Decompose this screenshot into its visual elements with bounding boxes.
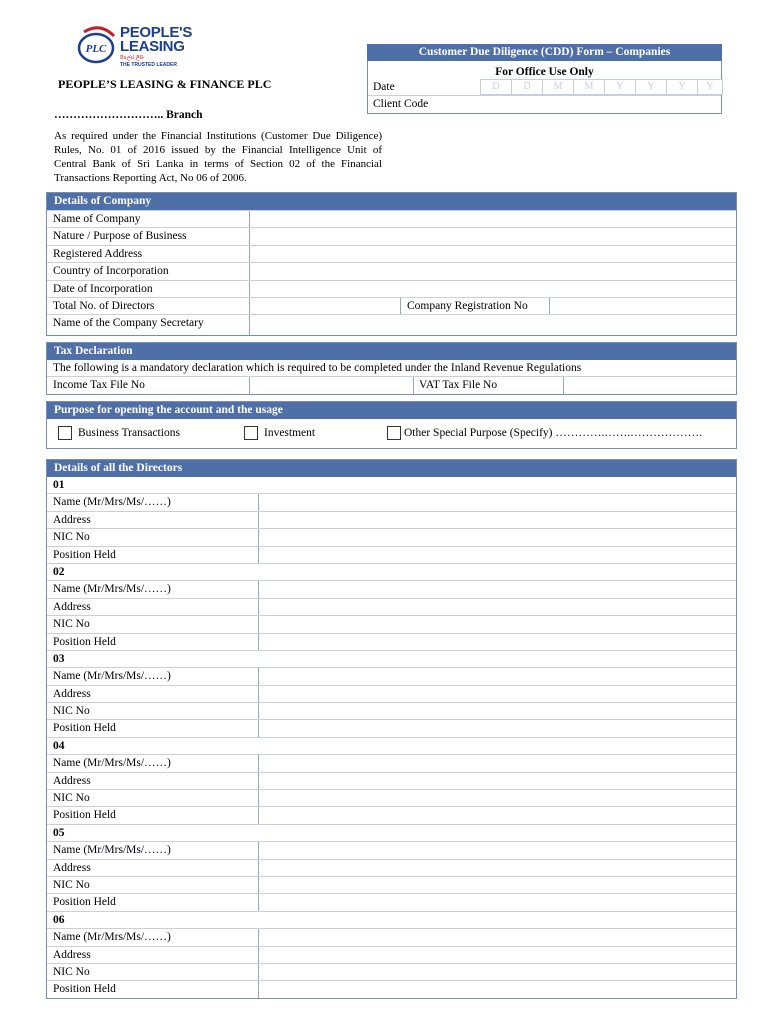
intro-line: Transactions Reporting Act, No 06 of 2006. xyxy=(54,172,247,184)
office-use-label: For Office Use Only xyxy=(495,66,594,78)
other-purpose-checkbox[interactable] xyxy=(387,426,401,440)
director-number-row xyxy=(47,737,736,754)
director-field-label: Position Held xyxy=(53,983,116,996)
date-cell-d1[interactable]: D xyxy=(480,79,512,95)
company-logo xyxy=(76,24,206,70)
director-field-row[interactable] xyxy=(47,754,736,771)
date-cell-y3[interactable]: Y xyxy=(666,79,698,95)
vat-label: VAT Tax File No xyxy=(419,379,498,392)
director-field-row[interactable] xyxy=(47,859,736,876)
director-field-label: NIC No xyxy=(53,792,90,805)
director-field-row[interactable] xyxy=(47,946,736,963)
company-name: PEOPLE’S LEASING & FINANCE PLC xyxy=(58,77,272,91)
reg-no-label: Company Registration No xyxy=(407,299,528,312)
director-field-row[interactable] xyxy=(47,667,736,684)
director-field-row[interactable] xyxy=(47,580,736,597)
logo-sinhala: පීපල්ස් ලීසිං xyxy=(120,55,145,61)
director-number-row xyxy=(47,477,736,493)
director-field-row[interactable] xyxy=(47,598,736,615)
director-field-label: Name (Mr/Mrs/Ms/……) xyxy=(53,496,171,509)
company-row-nature[interactable] xyxy=(47,227,736,244)
date-cell-m2[interactable]: M xyxy=(573,79,605,95)
other-purpose-label: Other Special Purpose (Specify) ………….…….………………. xyxy=(404,427,703,439)
investment-label: Investment xyxy=(264,427,316,439)
date-label: Date xyxy=(373,81,395,93)
director-field-label: NIC No xyxy=(53,618,90,631)
director-field-row[interactable] xyxy=(47,928,736,945)
director-number: 04 xyxy=(53,739,65,752)
company-row-country[interactable] xyxy=(47,262,736,279)
director-number-row xyxy=(47,563,736,580)
tax-note: The following is a mandatory declaration which is required to be completed under the Inland Revenue Regulations xyxy=(53,362,582,374)
client-code-label: Client Code xyxy=(373,98,429,110)
director-field-row[interactable] xyxy=(47,719,736,736)
address-label: Registered Address xyxy=(53,247,143,260)
purpose-section xyxy=(46,401,737,449)
company-row-directors[interactable] xyxy=(47,297,736,314)
director-number: 05 xyxy=(53,826,65,839)
director-field-row[interactable] xyxy=(47,685,736,702)
tax-section xyxy=(46,342,737,395)
director-field-row[interactable] xyxy=(47,615,736,632)
director-field-row[interactable] xyxy=(47,772,736,789)
logo-emblem-icon xyxy=(76,26,118,66)
directors-section xyxy=(46,459,737,999)
director-number: 02 xyxy=(53,565,65,578)
intro-line: Central Bank of Sri Lanka in terms of Section 02 of the Financial xyxy=(54,158,382,170)
director-field-label: Name (Mr/Mrs/Ms/……) xyxy=(53,844,171,857)
director-field-row[interactable] xyxy=(47,789,736,806)
date-cell-m1[interactable]: M xyxy=(542,79,574,95)
secretary-label: Name of the Company Secretary xyxy=(53,317,204,330)
director-field-row[interactable] xyxy=(47,702,736,719)
company-row-address[interactable] xyxy=(47,245,736,262)
director-field-row[interactable] xyxy=(47,493,736,510)
director-field-label: Address xyxy=(53,948,91,961)
date-cell-y1[interactable]: Y xyxy=(604,79,636,95)
company-details-header: Details of Company xyxy=(47,193,736,210)
director-field-label: Name (Mr/Mrs/Ms/……) xyxy=(53,757,171,770)
purpose-header: Purpose for opening the account and the usage xyxy=(47,402,736,419)
intro-text xyxy=(54,129,382,185)
date-cell-d2[interactable]: D xyxy=(511,79,543,95)
director-field-label: Position Held xyxy=(53,722,116,735)
investment-checkbox[interactable] xyxy=(244,426,258,440)
logo-badge: PLC xyxy=(85,43,107,55)
director-field-label: NIC No xyxy=(53,531,90,544)
director-field-label: Position Held xyxy=(53,896,116,909)
tax-file-row[interactable] xyxy=(47,376,736,393)
director-field-label: Address xyxy=(53,861,91,874)
director-field-row[interactable] xyxy=(47,806,736,823)
logo-line2: LEASING xyxy=(120,38,185,55)
director-field-label: Position Held xyxy=(53,548,116,561)
director-field-label: NIC No xyxy=(53,705,90,718)
logo-line1: PEOPLE'S xyxy=(120,24,193,41)
director-field-row[interactable] xyxy=(47,980,736,997)
income-tax-label: Income Tax File No xyxy=(53,379,145,392)
director-field-label: Address xyxy=(53,774,91,787)
business-checkbox[interactable] xyxy=(58,426,72,440)
tax-header: Tax Declaration xyxy=(47,343,736,360)
director-field-label: NIC No xyxy=(53,965,90,978)
director-field-row[interactable] xyxy=(47,633,736,650)
form-title: Customer Due Diligence (CDD) Form – Companies xyxy=(367,44,722,61)
director-field-label: Name (Mr/Mrs/Ms/……) xyxy=(53,931,171,944)
director-field-label: NIC No xyxy=(53,878,90,891)
total-directors-label: Total No. of Directors xyxy=(53,299,155,312)
date-cell-y2[interactable]: Y xyxy=(635,79,667,95)
director-number: 03 xyxy=(53,652,65,665)
company-row-name[interactable] xyxy=(47,210,736,227)
director-number-row xyxy=(47,650,736,667)
director-field-row[interactable] xyxy=(47,841,736,858)
intro-line: As required under the Financial Institutions (Customer Due Diligence) xyxy=(54,130,382,142)
director-field-row[interactable] xyxy=(47,876,736,893)
director-field-label: Position Held xyxy=(53,809,116,822)
director-field-row[interactable] xyxy=(47,893,736,910)
director-number-row xyxy=(47,824,736,841)
logo-tagline: THE TRUSTED LEADER xyxy=(120,62,177,68)
date-cells xyxy=(480,79,723,93)
director-field-label: Address xyxy=(53,600,91,613)
branch-field[interactable]: ……………………….. Branch xyxy=(54,109,203,121)
date-cell-y4[interactable]: Y xyxy=(697,79,723,95)
director-field-row[interactable] xyxy=(47,546,736,563)
director-field-row[interactable] xyxy=(47,963,736,980)
incorporation-date-label: Date of Incorporation xyxy=(53,282,153,295)
company-row-date[interactable] xyxy=(47,280,736,297)
directors-header: Details of all the Directors xyxy=(47,460,736,477)
director-field-label: Name (Mr/Mrs/Ms/……) xyxy=(53,670,171,683)
director-number: 06 xyxy=(53,913,65,926)
company-name-label: Name of Company xyxy=(53,213,141,225)
director-field-row[interactable] xyxy=(47,528,736,545)
director-field-label: Name (Mr/Mrs/Ms/……) xyxy=(53,583,171,596)
director-number-row xyxy=(47,911,736,928)
company-row-secretary[interactable] xyxy=(47,314,736,335)
director-field-label: Address xyxy=(53,513,91,526)
company-details-section xyxy=(46,192,737,336)
business-label: Business Transactions xyxy=(78,427,180,439)
country-label: Country of Incorporation xyxy=(53,265,169,278)
director-number: 01 xyxy=(53,479,65,491)
director-field-label: Address xyxy=(53,687,91,700)
intro-line: Rules, No. 01 of 2016 issued by the Financial Intelligence Unit of xyxy=(54,144,382,156)
nature-label: Nature / Purpose of Business xyxy=(53,230,187,243)
office-use-box xyxy=(367,44,722,114)
director-field-row[interactable] xyxy=(47,511,736,528)
director-field-label: Position Held xyxy=(53,635,116,648)
